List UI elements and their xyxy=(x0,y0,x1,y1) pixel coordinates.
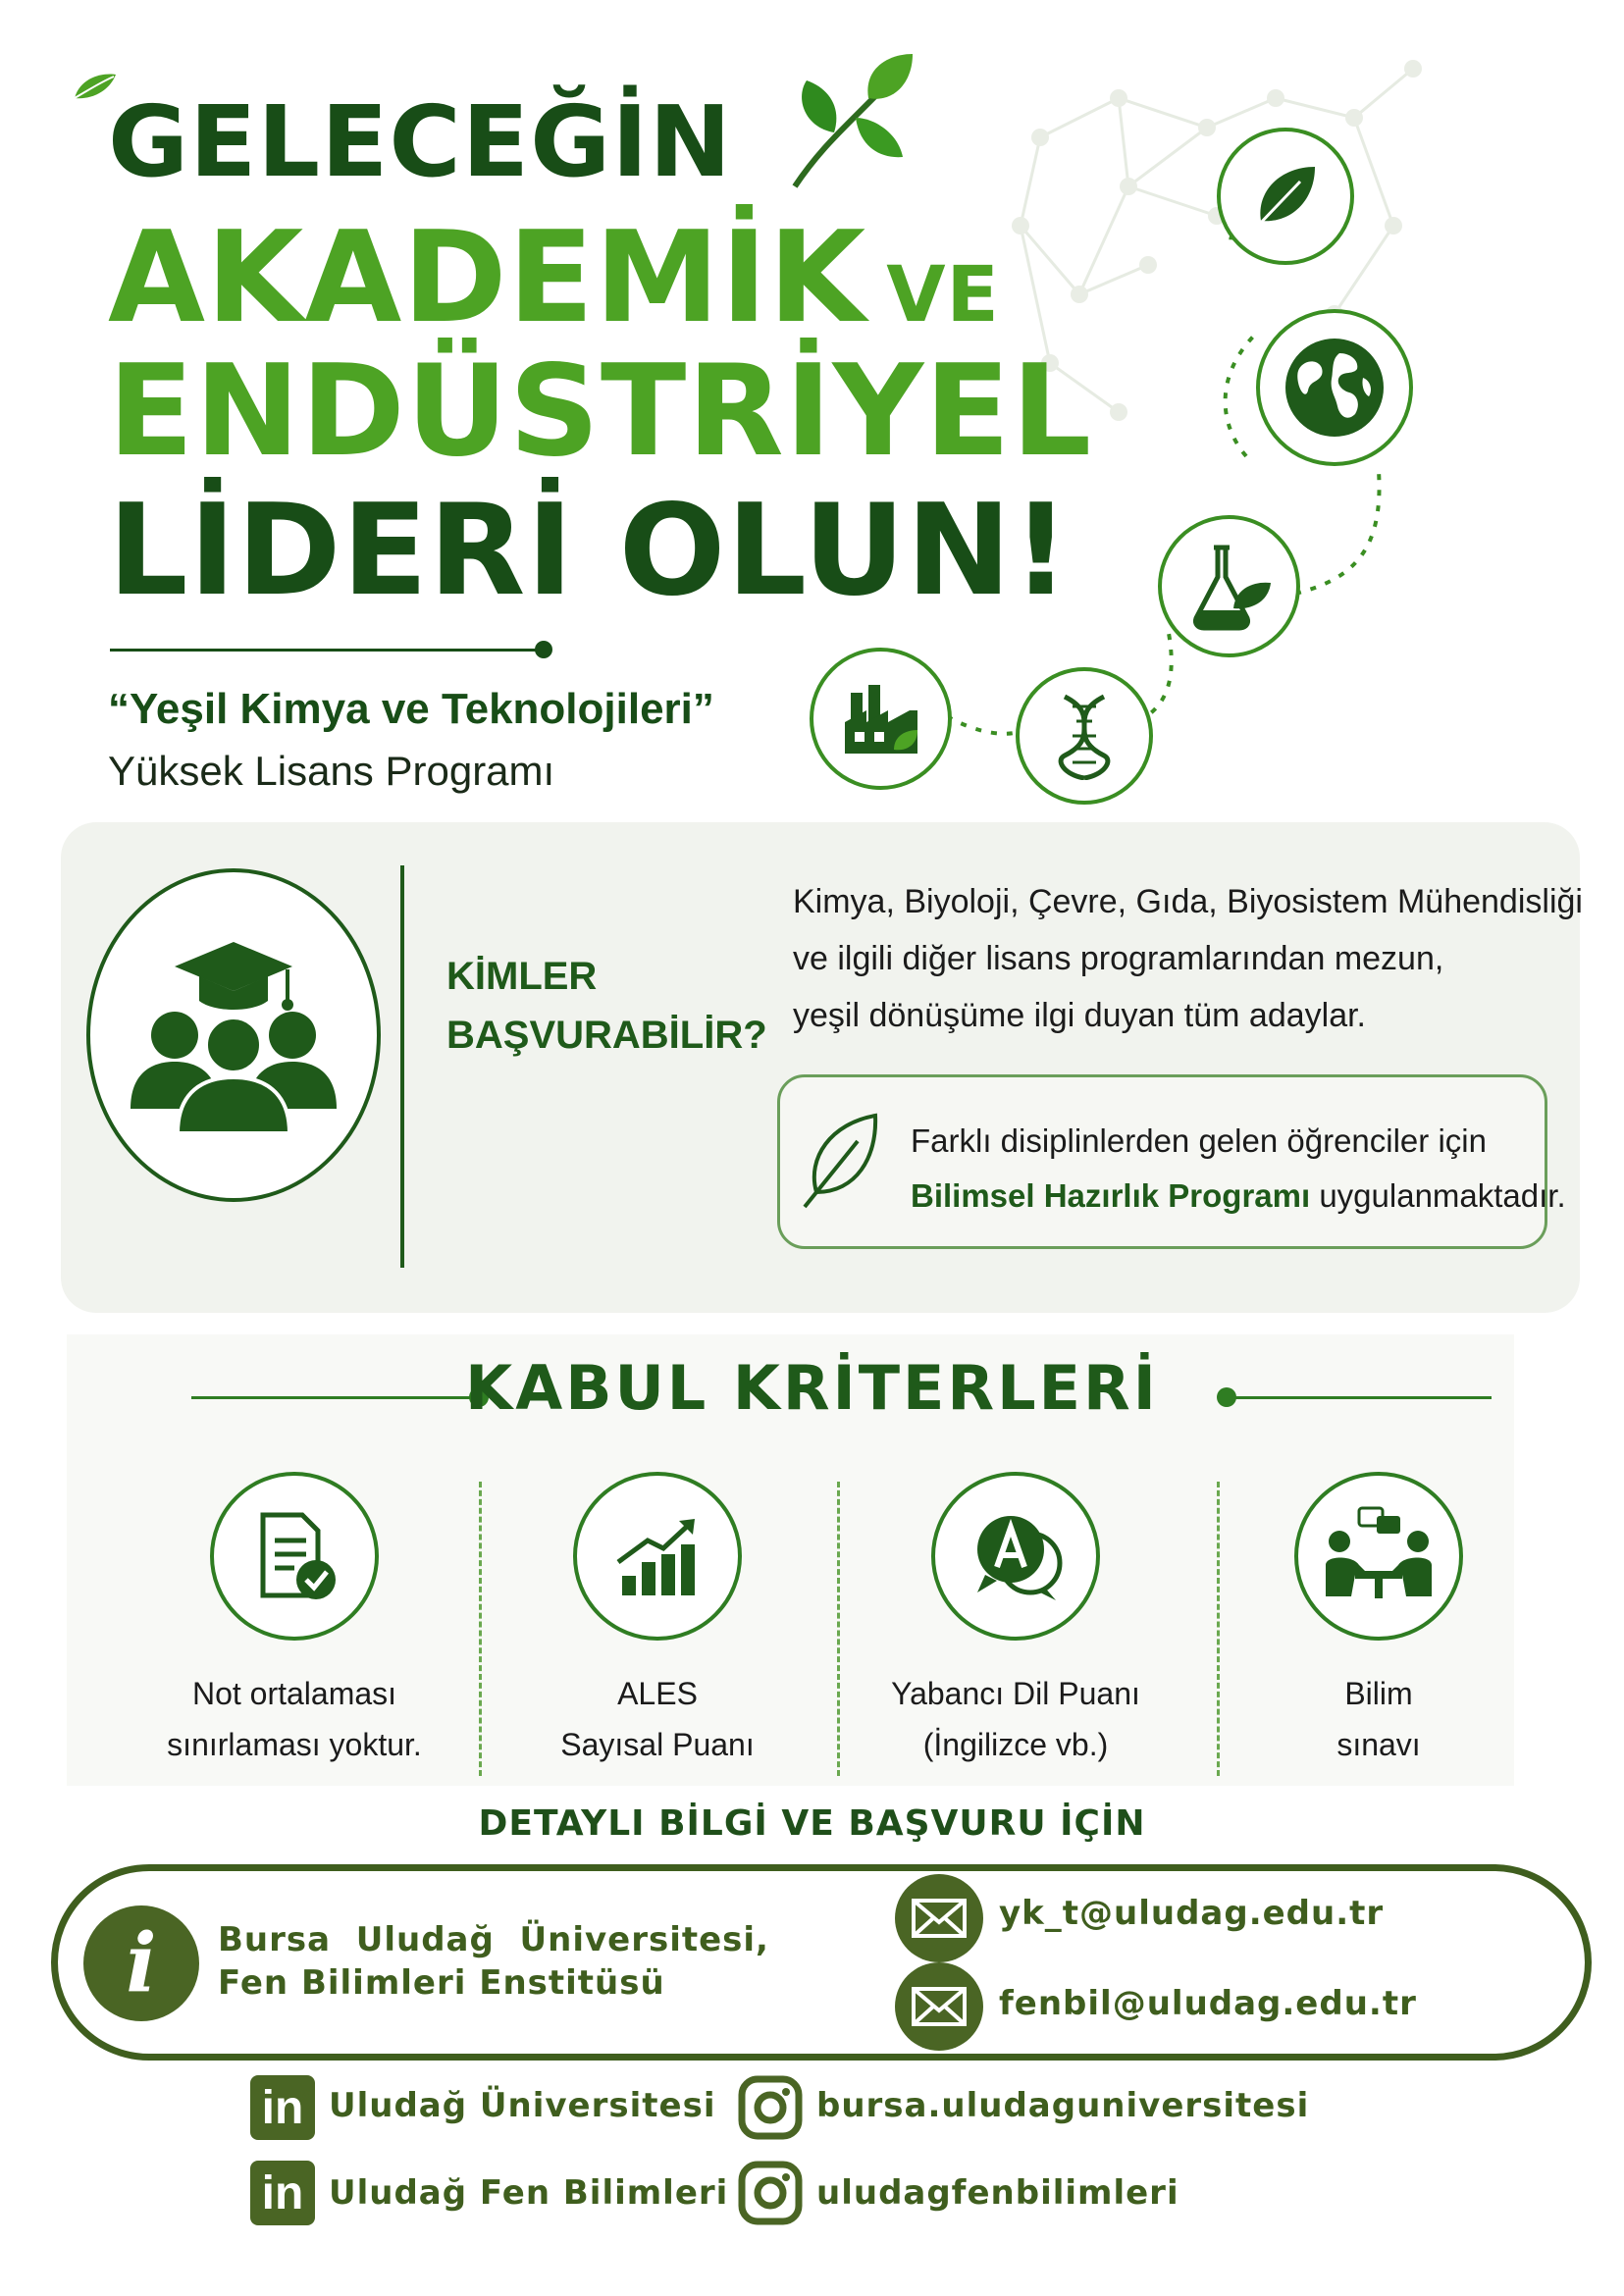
criterion-gpa-circle xyxy=(210,1472,379,1641)
prep-line2 xyxy=(911,1169,1566,1224)
linkedin-icon: in xyxy=(250,2161,315,2225)
linkedin-link-1[interactable]: Uludağ Üniversitesi xyxy=(329,2086,716,2125)
criterion-ales-label xyxy=(530,1668,785,1770)
criterion-exam-circle xyxy=(1294,1472,1463,1641)
program-name: “Yeşil Kimya ve Teknolojileri” xyxy=(108,685,714,733)
timeline-factory-circle xyxy=(810,648,952,790)
document-check-icon xyxy=(245,1507,343,1605)
prep-bold: Bilimsel Hazırlık Programı xyxy=(911,1177,1311,1214)
criteria-separator xyxy=(479,1482,482,1776)
linkedin-link-2[interactable]: Uludağ Fen Bilimleri xyxy=(329,2173,729,2213)
criterion-exam-line2: sınavı xyxy=(1336,1727,1421,1762)
linkedin-icon: in xyxy=(250,2075,315,2140)
institution-line2: Fen Bilimleri Enstitüsü xyxy=(218,1963,665,2003)
who-text-line3: yeşil dönüşüme ilgi duyan tüm adaylar. xyxy=(793,997,1366,1034)
instagram-link-2[interactable]: uludagfenbilimleri xyxy=(816,2173,1179,2213)
factory-icon xyxy=(837,675,925,763)
info-icon: i xyxy=(83,1905,199,2021)
email-link-2[interactable]: fenbil@uludag.edu.tr xyxy=(999,1984,1417,2023)
who-title-line1: KİMLER xyxy=(446,955,598,998)
criteria-separator xyxy=(1217,1482,1220,1776)
contact-heading: DETAYLI BİLGİ VE BAŞVURU İÇİN xyxy=(478,1803,1146,1844)
instagram-icon xyxy=(738,2161,803,2225)
who-description xyxy=(793,873,1583,1044)
flask-leaf-icon xyxy=(1182,540,1276,633)
criterion-language-line2: (İngilizce vb.) xyxy=(922,1727,1109,1762)
language-bubble-icon xyxy=(962,1502,1070,1610)
graduates-circle xyxy=(86,868,381,1202)
criterion-gpa-label xyxy=(167,1668,422,1770)
instagram-icon xyxy=(738,2075,803,2140)
criterion-exam-line1: Bilim xyxy=(1344,1676,1413,1711)
email-icon xyxy=(895,1874,983,1962)
criterion-exam xyxy=(1251,1472,1506,1770)
criteria-line-right xyxy=(1227,1396,1492,1399)
prep-rest: uygulanmaktadır. xyxy=(1310,1177,1566,1214)
headline-line1: GELECEĞİN xyxy=(108,84,733,199)
institution-line1: Bursa Uludağ Üniversitesi, xyxy=(218,1920,769,1959)
timeline-dna-circle xyxy=(1016,667,1153,805)
headline-line2-text: AKADEMİK xyxy=(108,205,867,351)
timeline-leaf-circle xyxy=(1217,128,1354,265)
criterion-exam-label xyxy=(1251,1668,1506,1770)
criteria-title: KABUL KRİTERLERİ xyxy=(465,1352,1159,1424)
interview-icon xyxy=(1320,1502,1438,1610)
headline xyxy=(108,84,1093,624)
criterion-language xyxy=(888,1472,1143,1770)
headline-line4: LİDERİ OLUN! xyxy=(108,478,1071,624)
leaf-outline-icon xyxy=(797,1104,885,1212)
criterion-gpa xyxy=(167,1472,422,1770)
timeline-globe-circle xyxy=(1256,309,1413,466)
headline-line3: ENDÜSTRİYEL xyxy=(108,339,1093,485)
email-link-1[interactable]: yk_t@uludag.edu.tr xyxy=(999,1894,1385,1933)
who-divider xyxy=(400,865,404,1268)
leaf-icon xyxy=(1246,157,1325,235)
headline-line2-suffix: VE xyxy=(886,251,1000,339)
who-text-line2: ve ilgili diğer lisans programlarından mezun, xyxy=(793,940,1444,977)
instagram-link-1[interactable]: bursa.uludaguniversitesi xyxy=(816,2086,1310,2125)
criterion-ales-circle xyxy=(573,1472,742,1641)
graduates-group-icon xyxy=(121,922,346,1148)
who-title xyxy=(446,947,767,1065)
criterion-language-label xyxy=(888,1668,1143,1770)
headline-divider xyxy=(110,649,542,652)
envelope-icon xyxy=(912,1899,967,1938)
criterion-gpa-line2: sınırlaması yoktur. xyxy=(167,1727,422,1762)
criteria-separator xyxy=(837,1482,840,1776)
criterion-gpa-line1: Not ortalaması xyxy=(191,1676,397,1711)
criterion-ales xyxy=(530,1472,785,1770)
bar-chart-growth-icon xyxy=(608,1507,707,1605)
institution-name xyxy=(218,1918,769,2005)
prep-line1: Farklı disiplinlerden gelen öğrenciler için xyxy=(911,1122,1487,1159)
timeline-flask-circle xyxy=(1158,515,1300,657)
envelope-icon xyxy=(912,1987,967,2026)
who-title-line2: BAŞVURABİLİR? xyxy=(446,1014,767,1057)
email-icon xyxy=(895,1962,983,2051)
program-subtitle: Yüksek Lisans Programı xyxy=(108,748,555,794)
dna-icon xyxy=(1045,692,1124,780)
headline-line2 xyxy=(108,205,1092,351)
who-text-line1: Kimya, Biyoloji, Çevre, Gıda, Biyosistem Mühendisliği xyxy=(793,883,1583,920)
criterion-language-line1: Yabancı Dil Puanı xyxy=(891,1676,1140,1711)
criterion-language-circle xyxy=(931,1472,1100,1641)
preparation-program-text xyxy=(911,1114,1566,1224)
headline-divider-dot xyxy=(535,641,552,658)
criterion-ales-line2: Sayısal Puanı xyxy=(560,1727,755,1762)
criterion-ales-line1: ALES xyxy=(617,1676,698,1711)
globe-icon xyxy=(1281,334,1388,442)
